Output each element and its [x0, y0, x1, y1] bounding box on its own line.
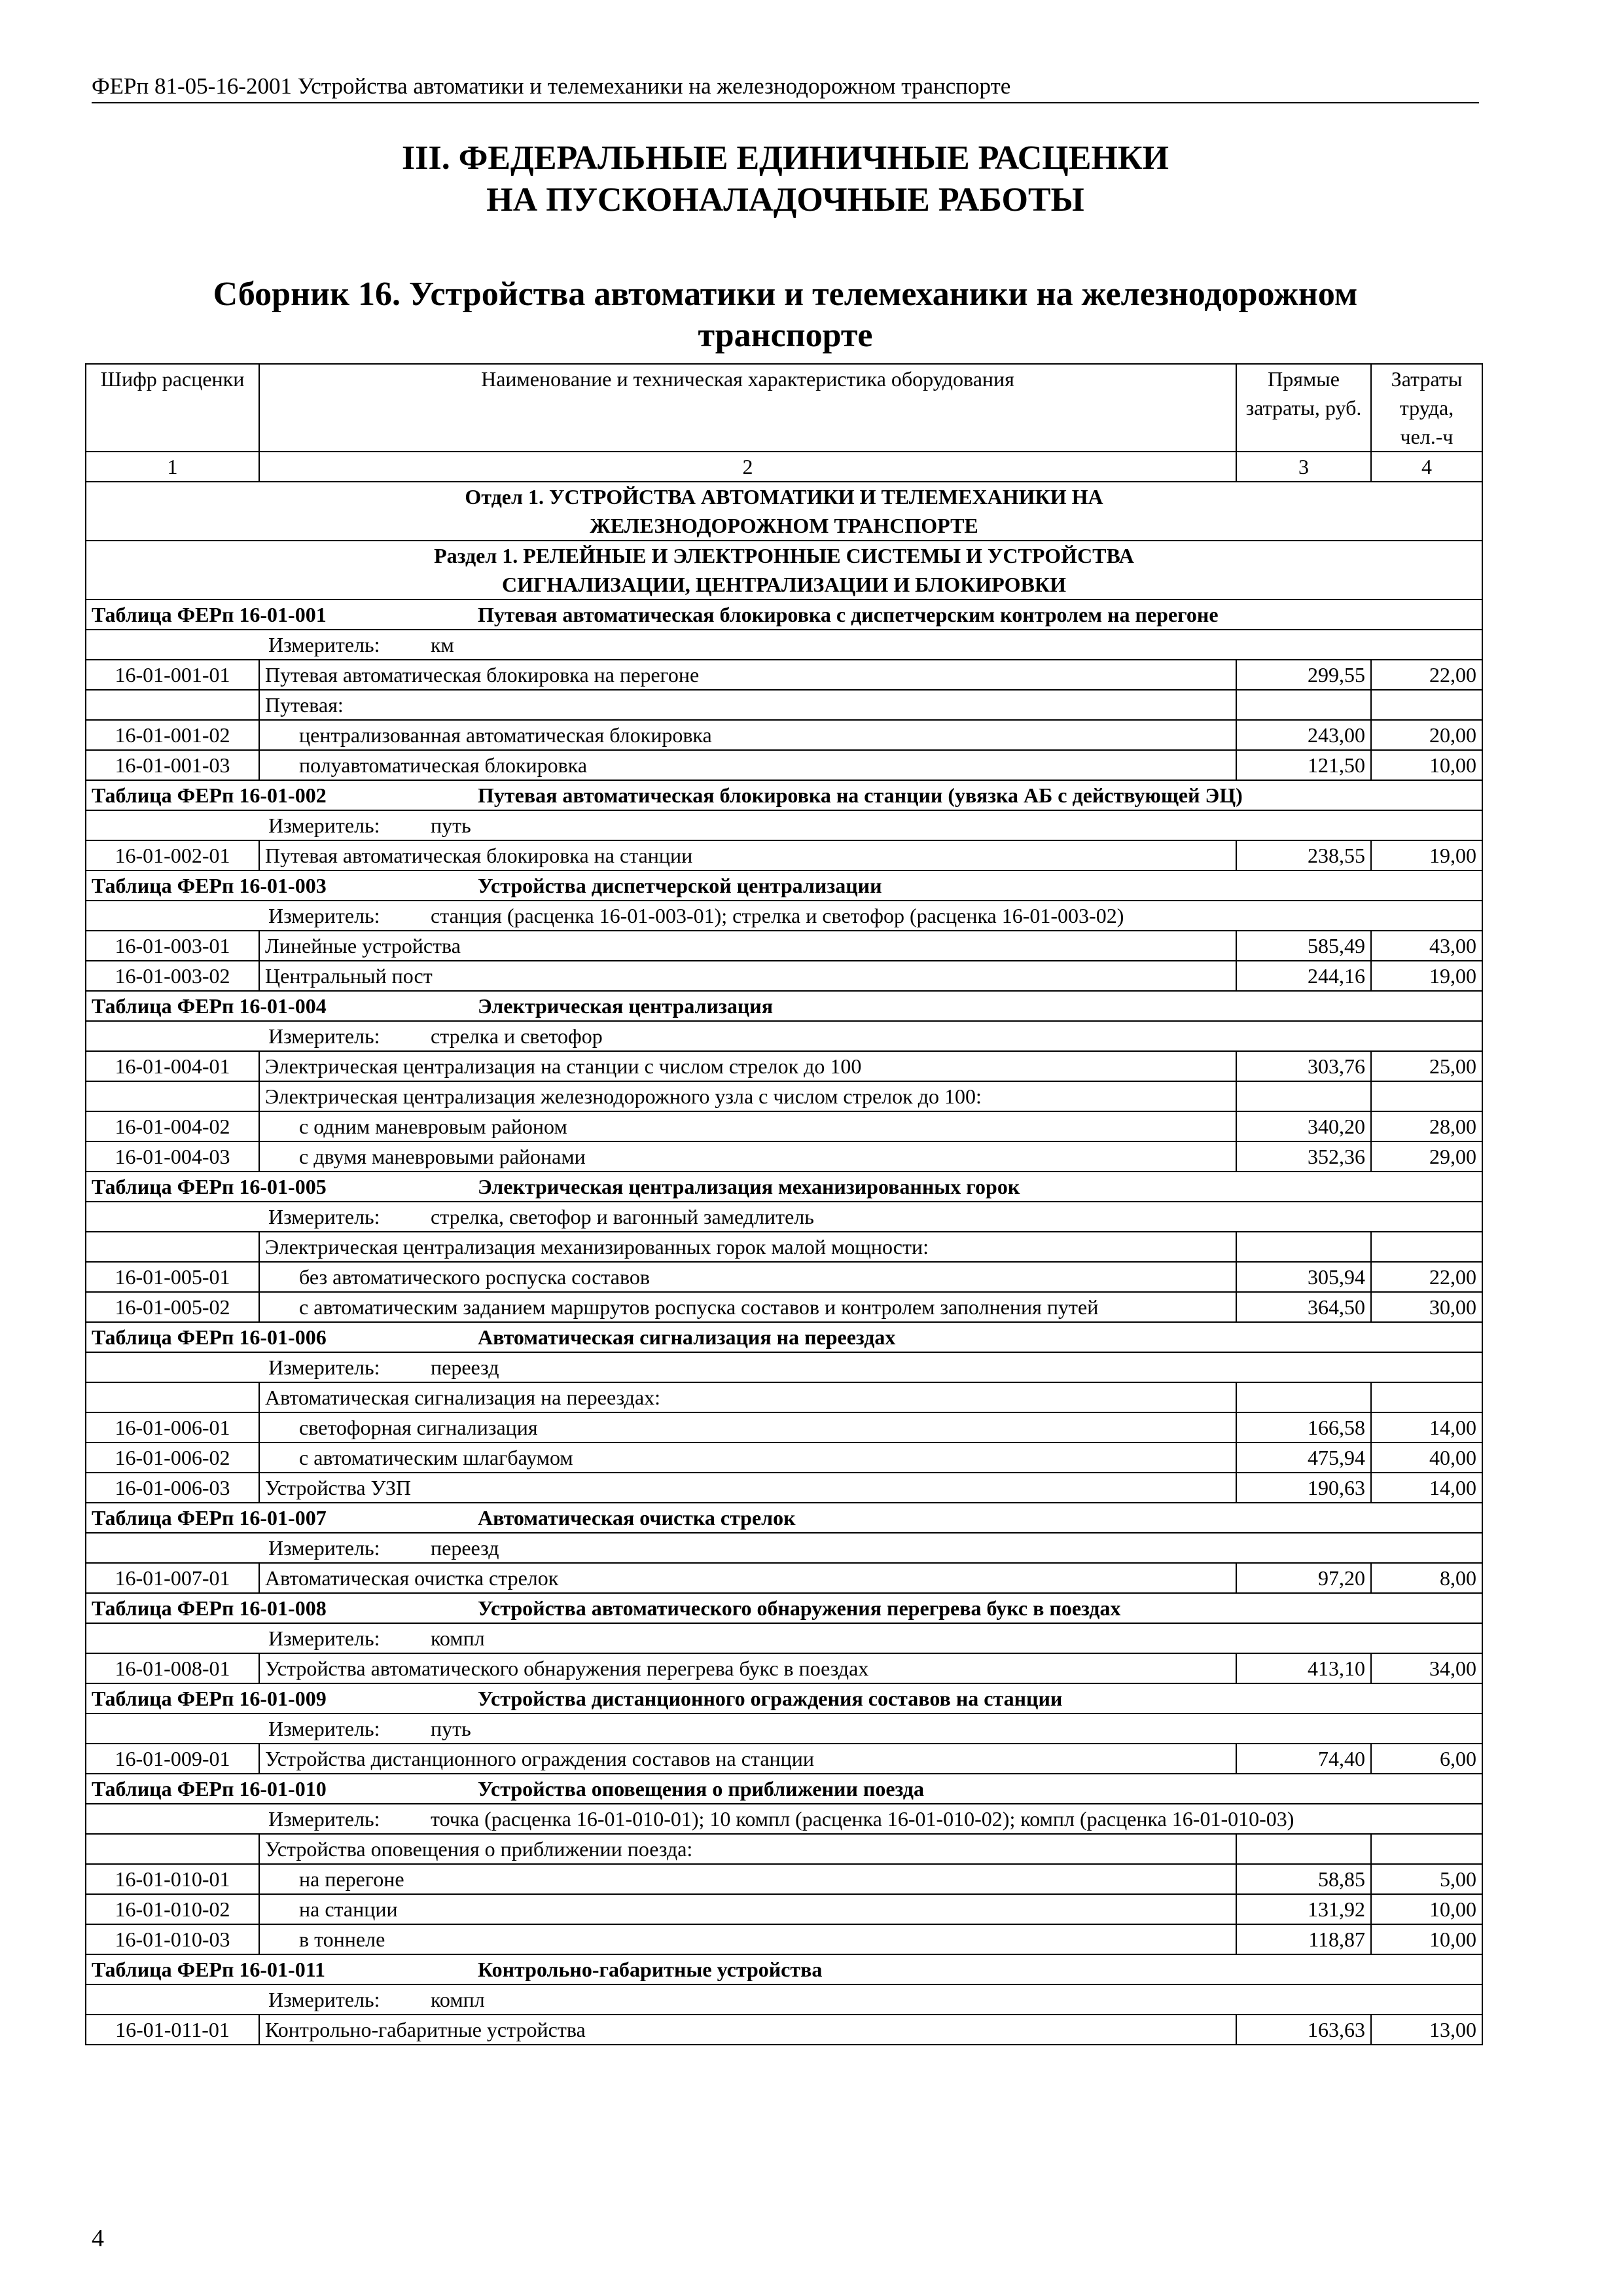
price-row — [86, 1744, 1482, 1774]
table-title — [86, 1774, 1482, 1804]
direct-cost: 190,63 — [1236, 1473, 1371, 1503]
labor-cost: 19,00 — [1371, 961, 1482, 991]
table-title — [86, 991, 1482, 1021]
rate-code: 16-01-004-02 — [86, 1111, 259, 1141]
section-title — [86, 541, 1482, 600]
rate-name: светофорная сигнализация — [259, 1412, 1236, 1443]
table-name: Электрическая централизация механизированных горок — [478, 1175, 1020, 1198]
table-name: Устройства оповещения о приближении поезда — [478, 1777, 924, 1801]
rate-name: Электрическая централизация механизированных горок малой мощности: — [259, 1232, 1236, 1262]
section-title-line: СИГНАЛИЗАЦИИ, ЦЕНТРАЛИЗАЦИИ И БЛОКИРОВКИ — [502, 573, 1066, 596]
rate-code: 16-01-001-03 — [86, 750, 259, 780]
department-title-line: Отдел 1. УСТРОЙСТВА АВТОМАТИКИ И ТЕЛЕМЕХАНИКИ НА — [465, 485, 1103, 509]
meter-value: стрелка и светофор — [431, 1024, 603, 1048]
rate-code — [86, 690, 259, 720]
labor-cost: 10,00 — [1371, 1924, 1482, 1954]
direct-cost — [1236, 690, 1371, 720]
column-number: 2 — [259, 452, 1236, 482]
rate-name: с автоматическим заданием маршрутов роспуска составов и контролем заполнения путей — [259, 1292, 1236, 1322]
labor-cost: 22,00 — [1371, 1262, 1482, 1292]
price-row — [86, 1262, 1482, 1292]
meter-label: Измеритель: — [268, 1536, 380, 1560]
part-title-line: III. ФЕДЕРАЛЬНЫЕ ЕДИНИЧНЫЕ РАСЦЕНКИ — [401, 139, 1169, 177]
table-code: Таблица ФЕРп 16-01-002 — [92, 783, 327, 807]
direct-cost: 121,50 — [1236, 750, 1371, 780]
rate-code: 16-01-003-02 — [86, 961, 259, 991]
meter-row — [86, 1623, 1482, 1653]
meter-cell — [86, 1804, 1482, 1834]
group-row — [86, 1232, 1482, 1262]
running-header: ФЕРп 81-05-16-2001 Устройства автоматики и телемеханики на железнодорожном транспорте — [92, 73, 1479, 103]
rate-code — [86, 1382, 259, 1412]
labor-cost: 40,00 — [1371, 1443, 1482, 1473]
meter-cell — [86, 630, 1482, 660]
labor-cost: 13,00 — [1371, 2015, 1482, 2045]
meter-cell — [86, 1533, 1482, 1563]
column-number: 3 — [1236, 452, 1371, 482]
rate-name: Электрическая централизация железнодорожного узла с числом стрелок до 100: — [259, 1081, 1236, 1111]
direct-cost: 364,50 — [1236, 1292, 1371, 1322]
meter-value: стрелка, светофор и вагонный замедлитель — [431, 1205, 814, 1229]
table-name: Устройства автоматического обнаружения перегрева букс в поездах — [478, 1596, 1121, 1620]
meter-row — [86, 1984, 1482, 2015]
rate-name: Устройства автоматического обнаружения перегрева букс в поездах — [259, 1653, 1236, 1683]
direct-cost: 131,92 — [1236, 1894, 1371, 1924]
direct-cost: 244,16 — [1236, 961, 1371, 991]
meter-label: Измеритель: — [268, 1024, 380, 1048]
meter-value: путь — [431, 1717, 471, 1740]
table-title — [86, 1322, 1482, 1352]
department-title — [86, 482, 1482, 541]
price-row — [86, 1141, 1482, 1172]
rate-name: Устройства дистанционного ограждения составов на станции — [259, 1744, 1236, 1774]
collection-title-line: Сборник 16. Устройства автоматики и телемеханики на железнодорожном — [213, 276, 1358, 313]
direct-cost: 303,76 — [1236, 1051, 1371, 1081]
table-name: Электрическая централизация — [478, 994, 774, 1018]
rate-name: Путевая: — [259, 690, 1236, 720]
rate-code: 16-01-005-01 — [86, 1262, 259, 1292]
direct-cost — [1236, 1081, 1371, 1111]
price-row — [86, 1292, 1482, 1322]
price-row — [86, 1924, 1482, 1954]
meter-value: точка (расценка 16-01-010-01); 10 компл (расценка 16-01-010-02); компл (расценка 16-01-010-03) — [431, 1807, 1294, 1831]
labor-cost: 10,00 — [1371, 1894, 1482, 1924]
meter-value: станция (расценка 16-01-003-01); стрелка и светофор (расценка 16-01-003-02) — [431, 904, 1124, 927]
rate-name: полуавтоматическая блокировка — [259, 750, 1236, 780]
meter-value: км — [431, 633, 454, 656]
table-code: Таблица ФЕРп 16-01-007 — [92, 1506, 327, 1530]
rate-code: 16-01-002-01 — [86, 840, 259, 870]
price-row — [86, 750, 1482, 780]
rate-name: с автоматическим шлагбаумом — [259, 1443, 1236, 1473]
table-title — [86, 600, 1482, 630]
direct-cost: 413,10 — [1236, 1653, 1371, 1683]
table-title — [86, 1172, 1482, 1202]
table-name: Устройства диспетчерской централизации — [478, 874, 882, 897]
table-title-row — [86, 1503, 1482, 1533]
table-title-row — [86, 870, 1482, 901]
table-code: Таблица ФЕРп 16-01-001 — [92, 603, 327, 626]
rate-name: Автоматическая сигнализация на переездах: — [259, 1382, 1236, 1412]
price-row — [86, 1443, 1482, 1473]
direct-cost: 74,40 — [1236, 1744, 1371, 1774]
table-title — [86, 870, 1482, 901]
table-code: Таблица ФЕРп 16-01-005 — [92, 1175, 327, 1198]
rate-name: Путевая автоматическая блокировка на станции — [259, 840, 1236, 870]
part-title-line: НА ПУСКОНАЛАДОЧНЫЕ РАБОТЫ — [486, 181, 1084, 219]
price-row — [86, 1653, 1482, 1683]
meter-cell — [86, 901, 1482, 931]
table-code: Таблица ФЕРп 16-01-009 — [92, 1687, 327, 1710]
rate-code: 16-01-005-02 — [86, 1292, 259, 1322]
table-title-row — [86, 600, 1482, 630]
labor-cost: 10,00 — [1371, 750, 1482, 780]
labor-cost: 29,00 — [1371, 1141, 1482, 1172]
labor-cost: 20,00 — [1371, 720, 1482, 750]
rate-name: Устройства оповещения о приближении поезда: — [259, 1834, 1236, 1864]
direct-cost: 163,63 — [1236, 2015, 1371, 2045]
direct-cost: 97,20 — [1236, 1563, 1371, 1593]
price-row — [86, 660, 1482, 690]
table-name: Путевая автоматическая блокировка с диспетчерским контролем на перегоне — [478, 603, 1219, 626]
table-code: Таблица ФЕРп 16-01-011 — [92, 1958, 325, 1981]
table-title — [86, 1593, 1482, 1623]
table-title-row — [86, 1954, 1482, 1984]
table-title — [86, 1503, 1482, 1533]
price-row — [86, 840, 1482, 870]
column-header-name: Наименование и техническая характеристика оборудования — [259, 364, 1236, 452]
rate-code: 16-01-007-01 — [86, 1563, 259, 1593]
table-name: Автоматическая очистка стрелок — [478, 1506, 796, 1530]
direct-cost: 352,36 — [1236, 1141, 1371, 1172]
meter-label: Измеритель: — [268, 814, 380, 837]
rate-name: с двумя маневровыми районами — [259, 1141, 1236, 1172]
meter-label: Измеритель: — [268, 904, 380, 927]
labor-cost: 8,00 — [1371, 1563, 1482, 1593]
rate-code: 16-01-001-02 — [86, 720, 259, 750]
labor-cost: 5,00 — [1371, 1864, 1482, 1894]
labor-cost: 22,00 — [1371, 660, 1482, 690]
direct-cost: 299,55 — [1236, 660, 1371, 690]
rate-code: 16-01-006-03 — [86, 1473, 259, 1503]
rate-code: 16-01-004-03 — [86, 1141, 259, 1172]
table-title — [86, 1683, 1482, 1713]
meter-value: компл — [431, 1988, 485, 2011]
labor-cost: 14,00 — [1371, 1473, 1482, 1503]
column-number-row — [86, 452, 1482, 482]
rate-code: 16-01-010-01 — [86, 1864, 259, 1894]
table-name: Контрольно-габаритные устройства — [478, 1958, 823, 1981]
meter-cell — [86, 1713, 1482, 1744]
rate-name: Контрольно-габаритные устройства — [259, 2015, 1236, 2045]
direct-cost: 243,00 — [1236, 720, 1371, 750]
rate-code — [86, 1081, 259, 1111]
labor-cost — [1371, 1382, 1482, 1412]
labor-cost: 6,00 — [1371, 1744, 1482, 1774]
labor-cost: 14,00 — [1371, 1412, 1482, 1443]
table-title — [86, 1954, 1482, 1984]
meter-row — [86, 1021, 1482, 1051]
labor-cost: 25,00 — [1371, 1051, 1482, 1081]
meter-cell — [86, 1202, 1482, 1232]
rate-name: Путевая автоматическая блокировка на перегоне — [259, 660, 1236, 690]
meter-value: компл — [431, 1626, 485, 1650]
rate-code: 16-01-008-01 — [86, 1653, 259, 1683]
meter-cell — [86, 1984, 1482, 2015]
rate-code: 16-01-004-01 — [86, 1051, 259, 1081]
labor-cost: 28,00 — [1371, 1111, 1482, 1141]
rate-name: Электрическая централизация на станции с числом стрелок до 100 — [259, 1051, 1236, 1081]
rate-code: 16-01-010-02 — [86, 1894, 259, 1924]
price-row — [86, 1111, 1482, 1141]
rate-code: 16-01-009-01 — [86, 1744, 259, 1774]
table-name: Устройства дистанционного ограждения составов на станции — [478, 1687, 1063, 1710]
price-row — [86, 1563, 1482, 1593]
rate-code: 16-01-003-01 — [86, 931, 259, 961]
meter-cell — [86, 1623, 1482, 1653]
rate-name: на станции — [259, 1894, 1236, 1924]
table-title-row — [86, 780, 1482, 810]
rate-name: Центральный пост — [259, 961, 1236, 991]
meter-label: Измеритель: — [268, 1807, 380, 1831]
collection-title-line: транспорте — [698, 317, 873, 354]
rate-name: в тоннеле — [259, 1924, 1236, 1954]
meter-label: Измеритель: — [268, 1988, 380, 2011]
meter-value: переезд — [431, 1536, 499, 1560]
price-row — [86, 2015, 1482, 2045]
rate-code: 16-01-006-02 — [86, 1443, 259, 1473]
rate-name: с одним маневровым районом — [259, 1111, 1236, 1141]
meter-value: путь — [431, 814, 471, 837]
table-title-row — [86, 1322, 1482, 1352]
meter-value: переезд — [431, 1355, 499, 1379]
meter-label: Измеритель: — [268, 633, 380, 656]
column-header-labor: Затраты труда, чел.-ч — [1371, 364, 1482, 452]
table-name: Автоматическая сигнализация на переездах — [478, 1325, 896, 1349]
column-header-code: Шифр расценки — [86, 364, 259, 452]
column-number: 4 — [1371, 452, 1482, 482]
meter-row — [86, 1352, 1482, 1382]
meter-row — [86, 1533, 1482, 1563]
table-title-row — [86, 1683, 1482, 1713]
meter-row — [86, 810, 1482, 840]
price-row — [86, 1051, 1482, 1081]
direct-cost: 166,58 — [1236, 1412, 1371, 1443]
direct-cost: 305,94 — [1236, 1262, 1371, 1292]
rate-code — [86, 1232, 259, 1262]
direct-cost: 475,94 — [1236, 1443, 1371, 1473]
price-row — [86, 1412, 1482, 1443]
direct-cost: 340,20 — [1236, 1111, 1371, 1141]
rate-code: 16-01-006-01 — [86, 1412, 259, 1443]
column-header-cost: Прямые затраты, руб. — [1236, 364, 1371, 452]
section-row — [86, 541, 1482, 600]
group-row — [86, 1081, 1482, 1111]
meter-row — [86, 1202, 1482, 1232]
rate-name: Линейные устройства — [259, 931, 1236, 961]
meter-row — [86, 901, 1482, 931]
table-code: Таблица ФЕРп 16-01-006 — [92, 1325, 327, 1349]
direct-cost — [1236, 1834, 1371, 1864]
department-title-line: ЖЕЛЕЗНОДОРОЖНОМ ТРАНСПОРТЕ — [590, 514, 978, 537]
rate-name: Автоматическая очистка стрелок — [259, 1563, 1236, 1593]
rate-name: централизованная автоматическая блокировка — [259, 720, 1236, 750]
meter-label: Измеритель: — [268, 1355, 380, 1379]
meter-cell — [86, 810, 1482, 840]
direct-cost — [1236, 1382, 1371, 1412]
price-table — [85, 363, 1483, 2045]
direct-cost: 585,49 — [1236, 931, 1371, 961]
meter-label: Измеритель: — [268, 1717, 380, 1740]
table-title — [86, 780, 1482, 810]
group-row — [86, 690, 1482, 720]
direct-cost — [1236, 1232, 1371, 1262]
column-number: 1 — [86, 452, 259, 482]
table-title-row — [86, 1593, 1482, 1623]
part-title — [92, 137, 1479, 221]
table-code: Таблица ФЕРп 16-01-004 — [92, 994, 327, 1018]
labor-cost — [1371, 690, 1482, 720]
column-header-row — [86, 364, 1482, 452]
labor-cost: 19,00 — [1371, 840, 1482, 870]
table-code: Таблица ФЕРп 16-01-010 — [92, 1777, 327, 1801]
meter-label: Измеритель: — [268, 1626, 380, 1650]
labor-cost — [1371, 1081, 1482, 1111]
rate-code: 16-01-010-03 — [86, 1924, 259, 1954]
labor-cost: 34,00 — [1371, 1653, 1482, 1683]
department-row — [86, 482, 1482, 541]
table-title-row — [86, 1774, 1482, 1804]
price-row — [86, 1894, 1482, 1924]
rate-code: 16-01-001-01 — [86, 660, 259, 690]
table-title-row — [86, 1172, 1482, 1202]
direct-cost: 118,87 — [1236, 1924, 1371, 1954]
direct-cost: 238,55 — [1236, 840, 1371, 870]
labor-cost — [1371, 1834, 1482, 1864]
rate-name: Устройства УЗП — [259, 1473, 1236, 1503]
rate-code — [86, 1834, 259, 1864]
meter-cell — [86, 1021, 1482, 1051]
meter-row — [86, 630, 1482, 660]
price-row — [86, 961, 1482, 991]
labor-cost: 43,00 — [1371, 931, 1482, 961]
meter-label: Измеритель: — [268, 1205, 380, 1229]
labor-cost — [1371, 1232, 1482, 1262]
price-row — [86, 1864, 1482, 1894]
table-name: Путевая автоматическая блокировка на станции (увязка АБ с действующей ЭЦ) — [478, 783, 1243, 807]
table-title-row — [86, 991, 1482, 1021]
group-row — [86, 1834, 1482, 1864]
price-row — [86, 720, 1482, 750]
meter-row — [86, 1713, 1482, 1744]
direct-cost: 58,85 — [1236, 1864, 1371, 1894]
rate-code: 16-01-011-01 — [86, 2015, 259, 2045]
page-number: 4 — [92, 2225, 104, 2252]
table-code: Таблица ФЕРп 16-01-008 — [92, 1596, 327, 1620]
rate-name: на перегоне — [259, 1864, 1236, 1894]
price-row — [86, 931, 1482, 961]
table-code: Таблица ФЕРп 16-01-003 — [92, 874, 327, 897]
rate-name: без автоматического роспуска составов — [259, 1262, 1236, 1292]
price-row — [86, 1473, 1482, 1503]
section-title-line: Раздел 1. РЕЛЕЙНЫЕ И ЭЛЕКТРОННЫЕ СИСТЕМЫ И УСТРОЙСТВА — [434, 544, 1134, 567]
group-row — [86, 1382, 1482, 1412]
labor-cost: 30,00 — [1371, 1292, 1482, 1322]
meter-cell — [86, 1352, 1482, 1382]
meter-row — [86, 1804, 1482, 1834]
collection-title — [92, 274, 1479, 356]
